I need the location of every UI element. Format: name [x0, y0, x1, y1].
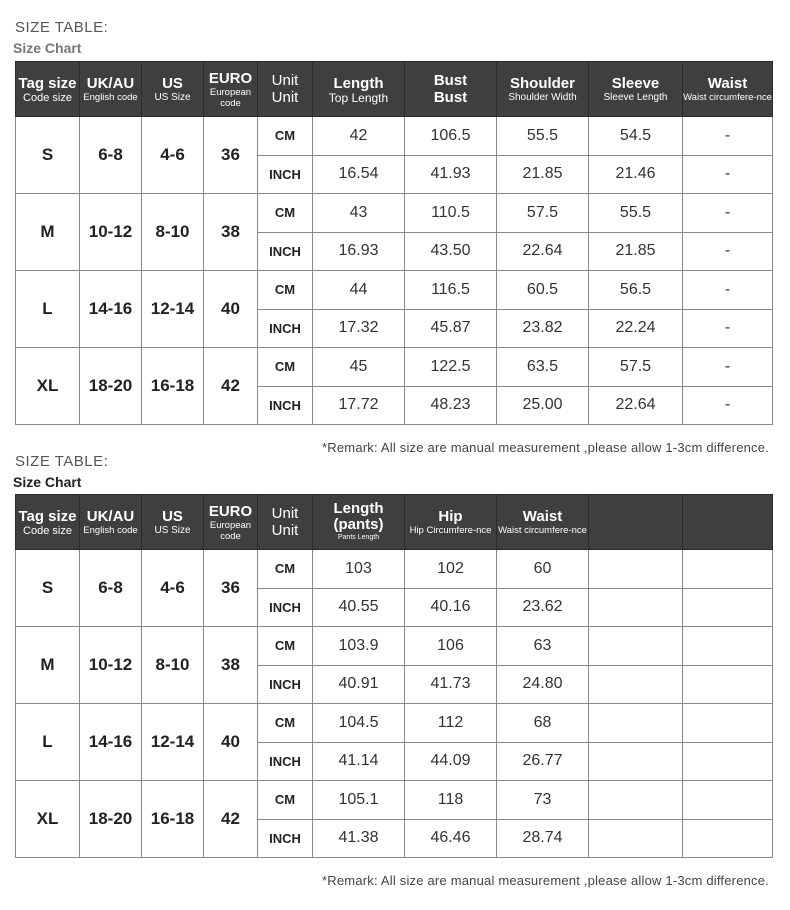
length-cell: 17.72 — [313, 386, 405, 425]
bust-cell: 106.5 — [405, 117, 497, 156]
col-header-empty — [589, 495, 683, 550]
col-header-us — [142, 495, 204, 550]
us-cell: 4-6 — [142, 550, 204, 627]
empty-cell — [683, 627, 773, 666]
us-cell: 4-6 — [142, 117, 204, 194]
unit-cell: CM — [258, 271, 313, 310]
unit-cell: INCH — [258, 588, 313, 627]
col-header-pants-length — [313, 495, 405, 550]
empty-cell — [589, 781, 683, 820]
table-row — [16, 271, 773, 310]
col-header-uk-au — [80, 62, 142, 117]
sleeve-cell: 22.64 — [589, 386, 683, 425]
col-header-empty — [683, 495, 773, 550]
uk-au-cell: 10-12 — [80, 194, 142, 271]
length-cell: 16.93 — [313, 232, 405, 271]
header-main: EURO — [208, 69, 253, 87]
uk-au-cell: 18-20 — [80, 781, 142, 858]
top-size-chart-subheading: Size Chart — [13, 40, 82, 56]
hip-cell: 40.16 — [405, 588, 497, 627]
bottom-header-row — [16, 495, 773, 550]
euro-cell: 40 — [204, 271, 258, 348]
bust-cell: 43.50 — [405, 232, 497, 271]
tag-size-cell: M — [16, 627, 80, 704]
header-main: Bust — [433, 72, 468, 89]
col-header-tag-size — [16, 62, 80, 117]
col-header-sleeve — [589, 62, 683, 117]
top-table-body — [16, 117, 773, 425]
waist-cell: - — [683, 386, 773, 425]
col-header-waist — [683, 62, 773, 117]
tag-size-cell: L — [16, 704, 80, 781]
header-main: Unit — [271, 505, 299, 522]
unit-cell: CM — [258, 704, 313, 743]
header-main: Sleeve — [611, 74, 660, 92]
shoulder-cell: 22.64 — [497, 232, 589, 271]
header-sub: Sleeve Length — [603, 91, 668, 103]
empty-cell — [683, 781, 773, 820]
shoulder-cell: 25.00 — [497, 386, 589, 425]
uk-au-cell: 14-16 — [80, 271, 142, 348]
header-main: UK/AU — [86, 508, 135, 525]
header-sub: Pants Length — [337, 534, 380, 541]
shoulder-cell: 23.82 — [497, 309, 589, 348]
header-main: Hip — [438, 508, 463, 525]
sleeve-cell: 22.24 — [589, 309, 683, 348]
header-main: US — [162, 507, 183, 525]
waist-cell: 63 — [497, 627, 589, 666]
pants-length-cell: 105.1 — [313, 781, 405, 820]
header-sub: Code size — [23, 524, 72, 537]
bottom-size-section — [0, 452, 790, 910]
header-main: Tag size — [18, 74, 77, 92]
waist-cell: - — [683, 271, 773, 310]
empty-cell — [683, 588, 773, 627]
waist-cell: 68 — [497, 704, 589, 743]
waist-cell: 26.77 — [497, 742, 589, 781]
empty-cell — [683, 665, 773, 704]
header-sub: Code size — [23, 91, 72, 104]
empty-cell — [589, 588, 683, 627]
unit-cell: CM — [258, 627, 313, 666]
tag-size-cell: XL — [16, 348, 80, 425]
hip-cell: 102 — [405, 550, 497, 589]
uk-au-cell: 18-20 — [80, 348, 142, 425]
col-header-unit — [258, 62, 313, 117]
hip-cell: 118 — [405, 781, 497, 820]
unit-cell: INCH — [258, 232, 313, 271]
header-main: US — [162, 74, 183, 92]
bust-cell: 48.23 — [405, 386, 497, 425]
sleeve-cell: 57.5 — [589, 348, 683, 387]
header-sub: Unit — [271, 89, 299, 106]
bust-cell: 122.5 — [405, 348, 497, 387]
table-row — [16, 781, 773, 820]
euro-cell: 36 — [204, 117, 258, 194]
uk-au-cell: 10-12 — [80, 627, 142, 704]
length-cell: 16.54 — [313, 155, 405, 194]
hip-cell: 106 — [405, 627, 497, 666]
shoulder-cell: 57.5 — [497, 194, 589, 233]
top-size-table-heading: SIZE TABLE: — [15, 19, 109, 36]
table-row — [16, 117, 773, 156]
pants-length-cell: 103.9 — [313, 627, 405, 666]
length-cell: 17.32 — [313, 309, 405, 348]
sleeve-cell: 56.5 — [589, 271, 683, 310]
empty-cell — [683, 704, 773, 743]
pants-length-cell: 40.55 — [313, 588, 405, 627]
us-cell: 12-14 — [142, 271, 204, 348]
empty-cell — [683, 819, 773, 858]
col-header-uk-au — [80, 495, 142, 550]
empty-cell — [683, 550, 773, 589]
header-sub: Bust — [433, 89, 468, 106]
header-sub: Top Length — [328, 90, 389, 105]
pants-length-cell: 103 — [313, 550, 405, 589]
euro-cell: 36 — [204, 550, 258, 627]
shoulder-cell: 55.5 — [497, 117, 589, 156]
bottom-size-chart-subheading: Size Chart — [13, 474, 82, 490]
euro-cell: 38 — [204, 627, 258, 704]
header-sub: European code — [209, 86, 252, 109]
sleeve-cell: 21.46 — [589, 155, 683, 194]
top-remark-note: *Remark: All size are manual measurement ,please allow 1-3cm difference. — [322, 440, 769, 455]
waist-cell: 73 — [497, 781, 589, 820]
waist-cell: 24.80 — [497, 665, 589, 704]
unit-cell: CM — [258, 781, 313, 820]
us-cell: 16-18 — [142, 781, 204, 858]
tag-size-cell: M — [16, 194, 80, 271]
bust-cell: 110.5 — [405, 194, 497, 233]
waist-cell: - — [683, 309, 773, 348]
header-main: Shoulder — [509, 74, 575, 92]
table-row — [16, 348, 773, 387]
uk-au-cell: 14-16 — [80, 704, 142, 781]
header-sub: Shoulder Width — [508, 91, 577, 103]
empty-cell — [589, 627, 683, 666]
col-header-bust — [405, 62, 497, 117]
unit-cell: CM — [258, 117, 313, 156]
header-main: Unit — [271, 72, 299, 89]
top-size-table — [15, 61, 773, 425]
header-sub: Waist circumfere-nce — [498, 525, 587, 536]
hip-cell: 112 — [405, 704, 497, 743]
uk-au-cell: 6-8 — [80, 550, 142, 627]
bottom-remark-note: *Remark: All size are manual measurement ,please allow 1-3cm difference. — [322, 873, 769, 888]
header-sub: Hip Circumfere-nce — [409, 525, 492, 536]
pants-length-cell: 104.5 — [313, 704, 405, 743]
waist-cell: - — [683, 348, 773, 387]
header-sub: English code — [83, 92, 138, 103]
pants-length-cell: 40.91 — [313, 665, 405, 704]
empty-cell — [589, 819, 683, 858]
table-row — [16, 627, 773, 666]
header-main: Waist — [522, 508, 563, 525]
empty-cell — [683, 742, 773, 781]
header-sub: European code — [209, 519, 252, 542]
col-header-us — [142, 62, 204, 117]
euro-cell: 40 — [204, 704, 258, 781]
header-sub: Unit — [271, 522, 299, 539]
shoulder-cell: 63.5 — [497, 348, 589, 387]
length-cell: 42 — [313, 117, 405, 156]
tag-size-cell: S — [16, 550, 80, 627]
pants-length-cell: 41.38 — [313, 819, 405, 858]
length-cell: 45 — [313, 348, 405, 387]
header-main: EURO — [208, 502, 253, 520]
header-sub: US Size — [154, 91, 191, 103]
header-main: Tag size — [18, 507, 77, 525]
us-cell: 12-14 — [142, 704, 204, 781]
header-main: Length — [333, 74, 384, 92]
euro-cell: 42 — [204, 348, 258, 425]
header-main: UK/AU — [86, 75, 135, 92]
us-cell: 8-10 — [142, 627, 204, 704]
table-row — [16, 704, 773, 743]
shoulder-cell: 21.85 — [497, 155, 589, 194]
tag-size-cell: L — [16, 271, 80, 348]
unit-cell: CM — [258, 550, 313, 589]
waist-cell: 60 — [497, 550, 589, 589]
bottom-table-body — [16, 550, 773, 858]
header-sub: English code — [83, 525, 138, 536]
waist-cell: - — [683, 232, 773, 271]
shoulder-cell: 60.5 — [497, 271, 589, 310]
tag-size-cell: XL — [16, 781, 80, 858]
us-cell: 16-18 — [142, 348, 204, 425]
unit-cell: INCH — [258, 309, 313, 348]
unit-cell: CM — [258, 348, 313, 387]
hip-cell: 44.09 — [405, 742, 497, 781]
sleeve-cell: 21.85 — [589, 232, 683, 271]
waist-cell: 28.74 — [497, 819, 589, 858]
table-row — [16, 550, 773, 589]
unit-cell: INCH — [258, 386, 313, 425]
waist-cell: - — [683, 155, 773, 194]
sleeve-cell: 54.5 — [589, 117, 683, 156]
us-cell: 8-10 — [142, 194, 204, 271]
col-header-unit — [258, 495, 313, 550]
empty-cell — [589, 665, 683, 704]
header-sub: Waist circumfere-nce — [683, 92, 772, 103]
unit-cell: INCH — [258, 665, 313, 704]
bottom-size-table — [15, 494, 773, 858]
waist-cell: - — [683, 117, 773, 156]
col-header-tag-size — [16, 495, 80, 550]
hip-cell: 46.46 — [405, 819, 497, 858]
unit-cell: INCH — [258, 742, 313, 781]
unit-cell: CM — [258, 194, 313, 233]
table-row — [16, 194, 773, 233]
pants-length-cell: 41.14 — [313, 742, 405, 781]
uk-au-cell: 6-8 — [80, 117, 142, 194]
unit-cell: INCH — [258, 155, 313, 194]
waist-cell: - — [683, 194, 773, 233]
col-header-euro — [204, 495, 258, 550]
col-header-shoulder — [497, 62, 589, 117]
header-sub: US Size — [154, 524, 191, 536]
bust-cell: 116.5 — [405, 271, 497, 310]
bottom-size-table-heading: SIZE TABLE: — [15, 453, 109, 470]
tag-size-cell: S — [16, 117, 80, 194]
empty-cell — [589, 742, 683, 781]
col-header-waist — [497, 495, 589, 550]
bust-cell: 45.87 — [405, 309, 497, 348]
top-header-row — [16, 62, 773, 117]
header-main: Length (pants) — [333, 500, 384, 533]
sleeve-cell: 55.5 — [589, 194, 683, 233]
col-header-euro — [204, 62, 258, 117]
waist-cell: 23.62 — [497, 588, 589, 627]
unit-cell: INCH — [258, 819, 313, 858]
empty-cell — [589, 550, 683, 589]
length-cell: 44 — [313, 271, 405, 310]
length-cell: 43 — [313, 194, 405, 233]
euro-cell: 42 — [204, 781, 258, 858]
hip-cell: 41.73 — [405, 665, 497, 704]
col-header-length — [313, 62, 405, 117]
col-header-hip — [405, 495, 497, 550]
empty-cell — [589, 704, 683, 743]
bust-cell: 41.93 — [405, 155, 497, 194]
header-main: Waist — [707, 75, 748, 92]
euro-cell: 38 — [204, 194, 258, 271]
